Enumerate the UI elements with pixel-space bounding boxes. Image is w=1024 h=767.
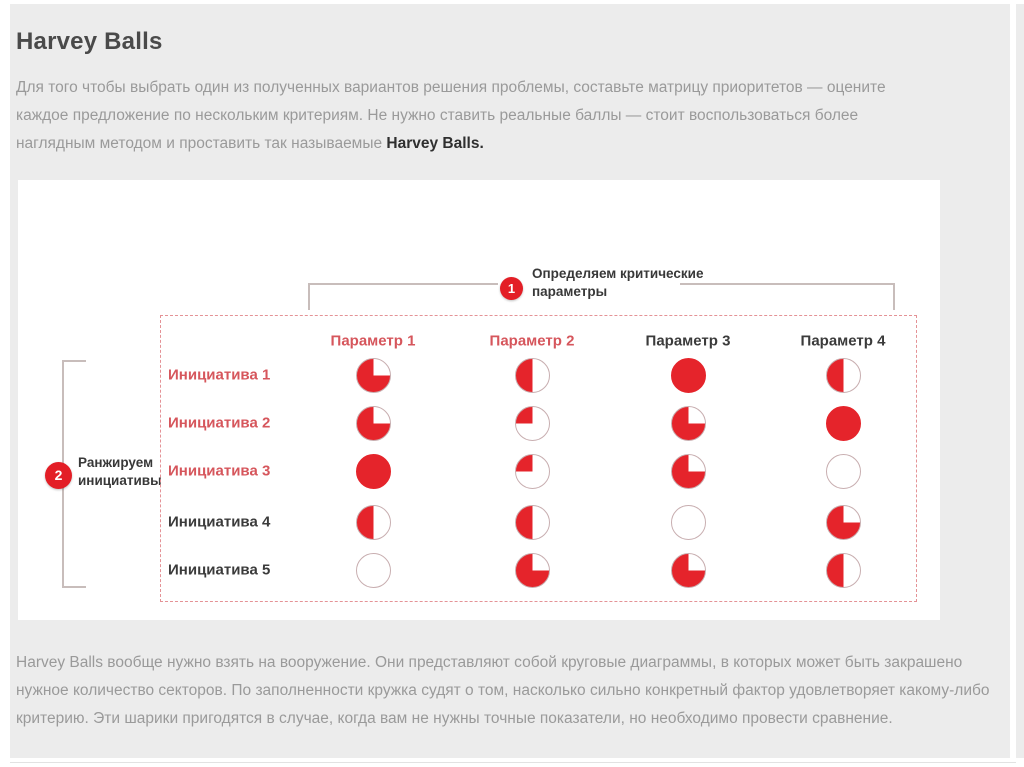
row-label-3: Инициатива 3: [168, 462, 271, 480]
harvey-ball-r4-c2: [515, 505, 550, 540]
page-title: Harvey Balls: [16, 28, 163, 56]
harvey-ball-r1-c3: [671, 358, 706, 393]
harvey-ball-r2-c2: [515, 406, 550, 441]
footer-paragraph: Harvey Balls вообще нужно взять на вооружение. Они представляют собой круговые диаграммы, в которых может быть закрашено нужное количество секторов. По заполненности кружка судят о том, насколько сильно конкретный фактор удовлетворяет какому-либо критерию. Эти шарики пригодятся в случае, когда вам не нужны точные показатели, но необходимо провести сравнение.: [16, 653, 990, 727]
column-header-4: Параметр 4: [800, 332, 886, 350]
harvey-ball-r4-c3: [671, 505, 706, 540]
step2-badge: 2: [45, 462, 72, 489]
harvey-ball-r2-c1: [356, 406, 391, 441]
harvey-ball-r4-c4: [826, 505, 861, 540]
diagram-panel: [18, 180, 940, 620]
step1-label-line1: Определяем критические: [532, 266, 704, 281]
harvey-ball-r1-c1: [356, 358, 391, 393]
step1-bracket-right: [680, 283, 895, 310]
intro-paragraph: [16, 74, 932, 158]
intro-text: Для того чтобы выбрать один из полученных вариантов решения проблемы, составьте матрицу приоритетов — оцените каждое предложение по нескольким критериям. Не нужно ставить реальные баллы — стоит воспользоваться более наглядным методом и проставить так называемые: [16, 78, 886, 152]
harvey-ball-r5-c3: [671, 553, 706, 588]
harvey-ball-r1-c4: [826, 358, 861, 393]
harvey-ball-r2-c4: [826, 406, 861, 441]
intro-bold-text: Harvey Balls.: [386, 134, 484, 152]
row-label-2: Инициатива 2: [168, 414, 271, 432]
harvey-ball-r5-c1: [356, 553, 391, 588]
row-label-5: Инициатива 5: [168, 561, 271, 579]
bottom-divider: [10, 762, 1016, 763]
step2-label-line2: инициативы: [78, 472, 162, 488]
step1-label: [532, 265, 703, 300]
row-label-4: Инициатива 4: [168, 513, 271, 531]
step2-label-line1: Ранжируем: [78, 455, 154, 470]
harvey-ball-r5-c2: [515, 553, 550, 588]
column-header-1: Параметр 1: [330, 332, 416, 350]
harvey-ball-r3-c1: [356, 454, 391, 489]
step1-bracket-left: [308, 283, 498, 310]
right-edge-strip: [1016, 4, 1024, 758]
harvey-ball-r3-c3: [671, 454, 706, 489]
harvey-ball-r3-c2: [515, 454, 550, 489]
column-header-3: Параметр 3: [645, 332, 731, 350]
harvey-ball-r3-c4: [826, 454, 861, 489]
harvey-ball-r1-c2: [515, 358, 550, 393]
step1-badge: 1: [500, 277, 523, 300]
column-header-2: Параметр 2: [489, 332, 575, 350]
harvey-ball-r2-c3: [671, 406, 706, 441]
row-label-1: Инициатива 1: [168, 366, 271, 384]
harvey-ball-r5-c4: [826, 553, 861, 588]
harvey-ball-r4-c1: [356, 505, 391, 540]
step2-label: [78, 454, 162, 489]
step1-label-line2: параметры: [532, 283, 608, 299]
